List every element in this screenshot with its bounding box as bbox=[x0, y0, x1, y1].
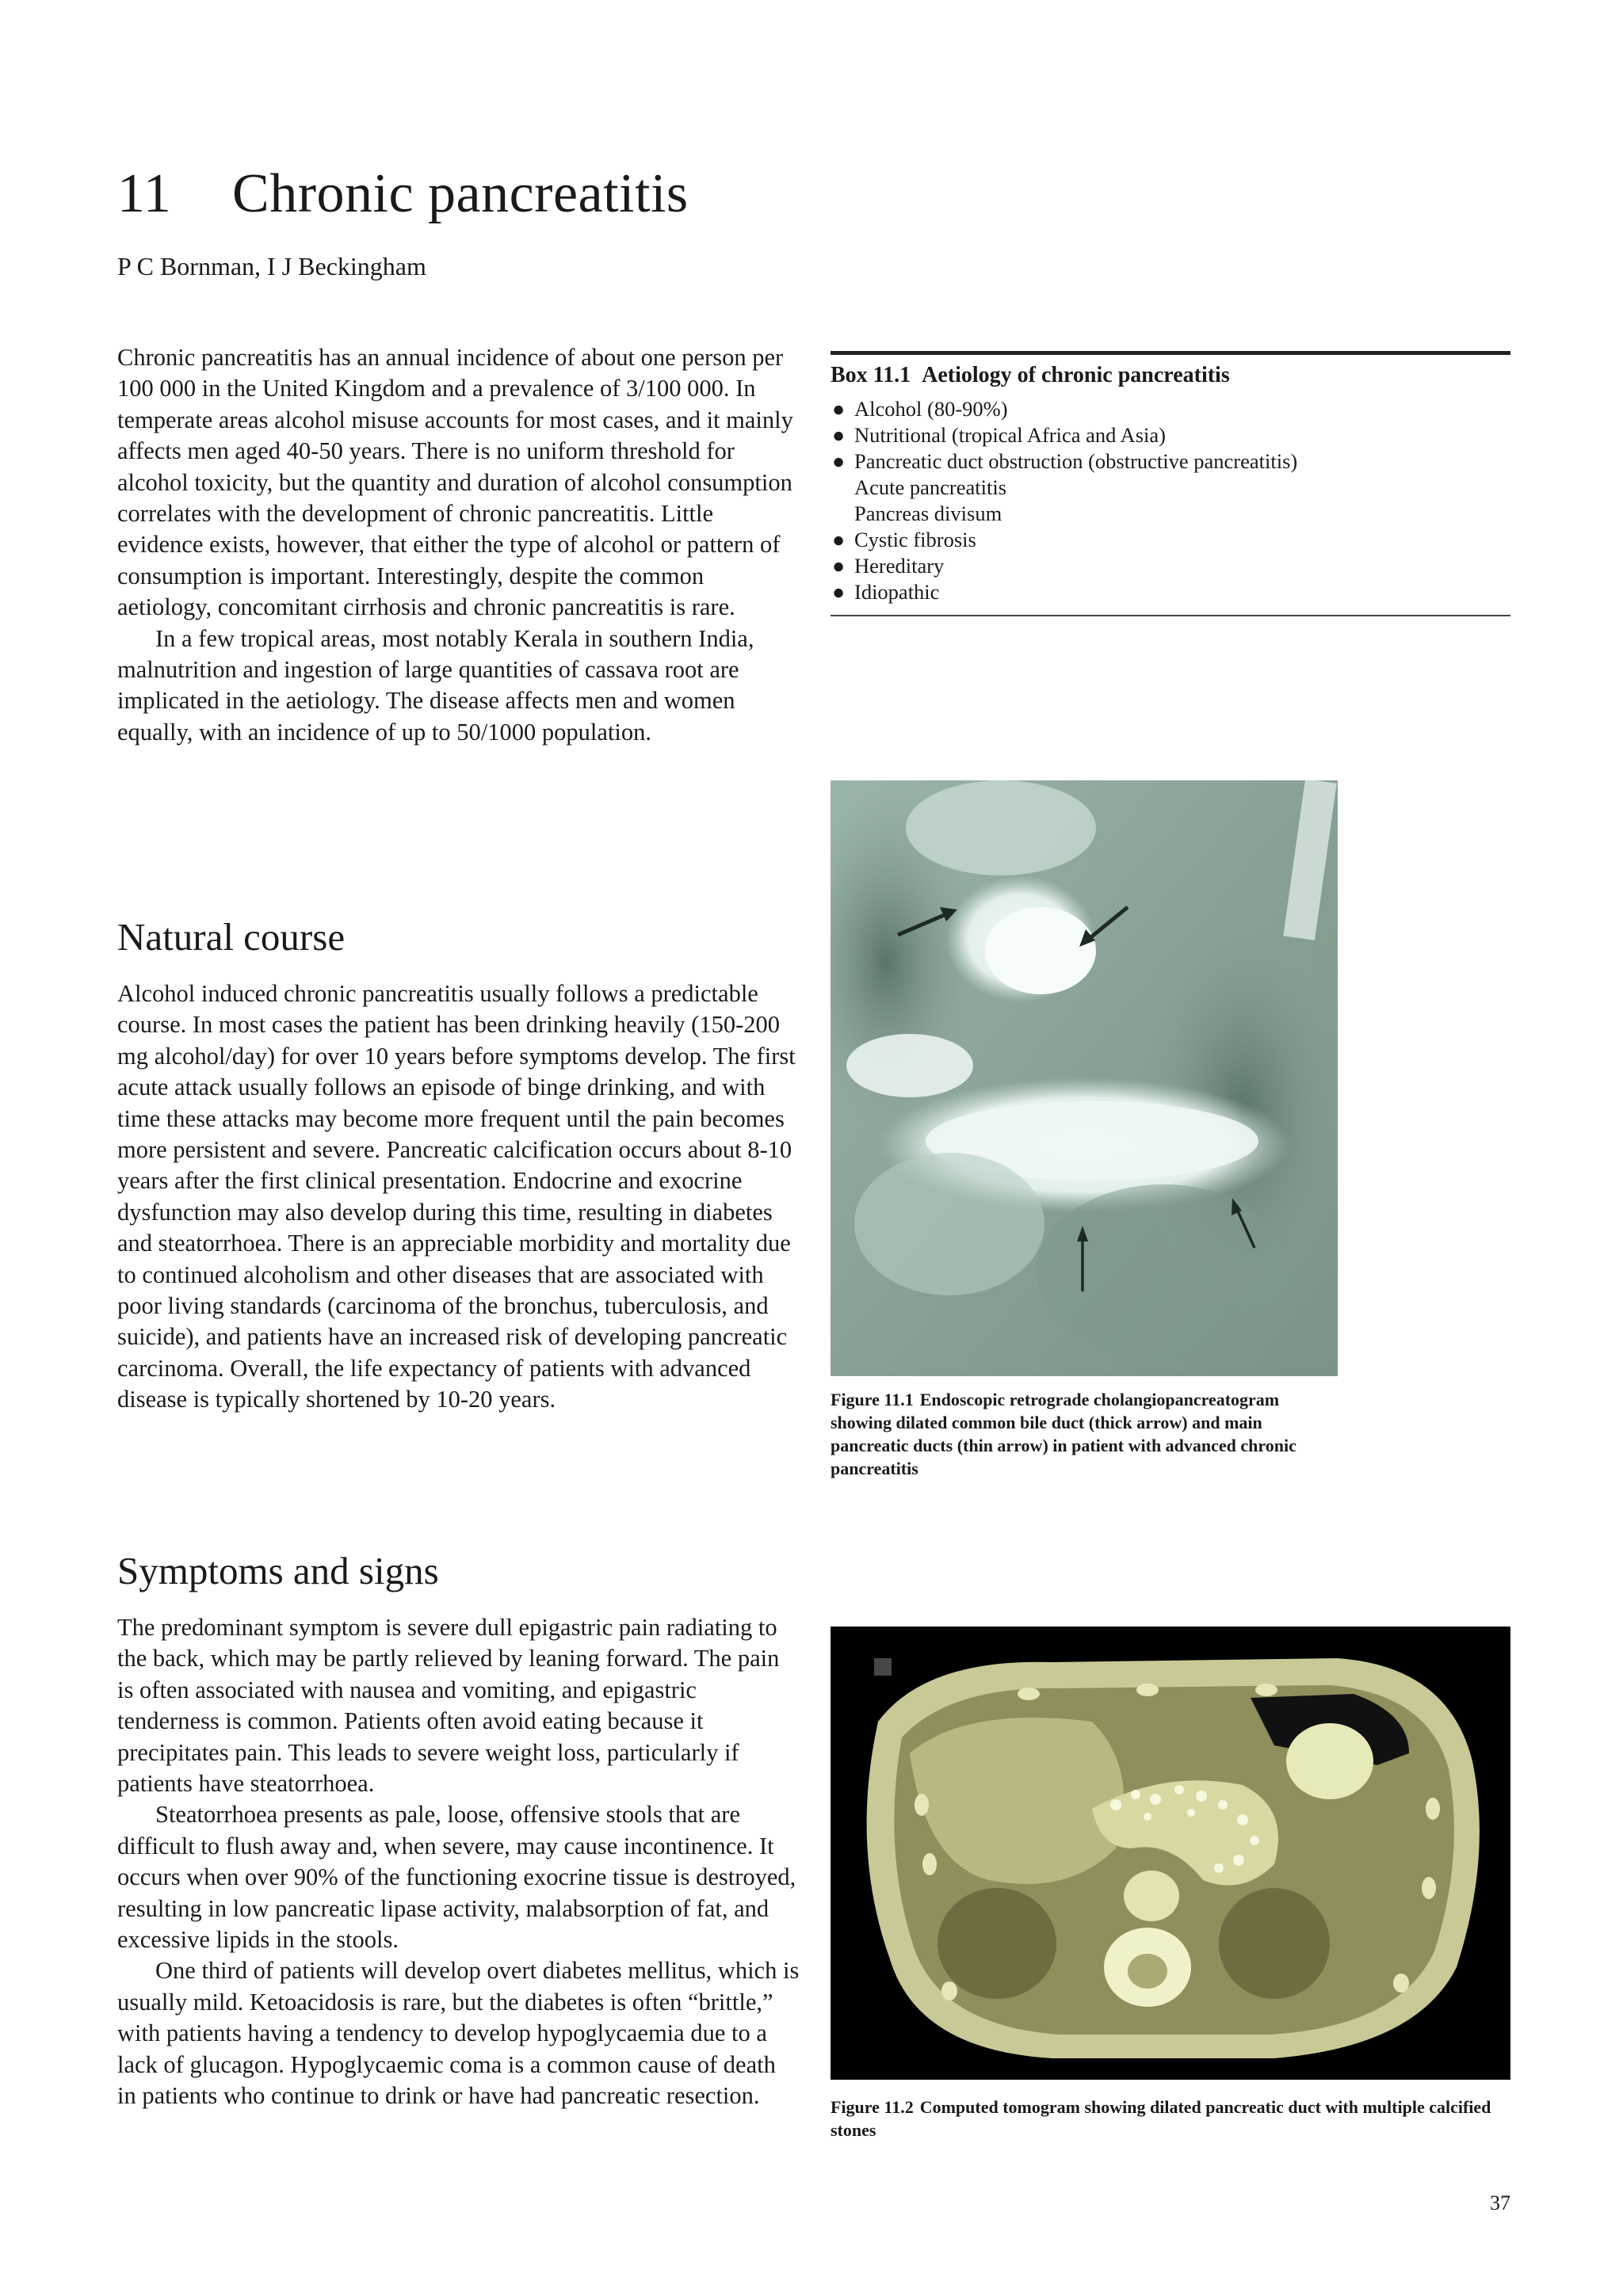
body-paragraph: Steatorrhoea presents as pale, loose, offensive stools that are difficult to flush away and, when severe, may cause incontinence. It occurs when over 90% of the functioning exocrine tissue is destroyed, resulting in low pancreatic lipase activity, malabsorption of fat, and excessive lipids in the stools. bbox=[117, 1801, 796, 1954]
section-heading-natural-course: Natural course bbox=[117, 915, 346, 959]
body-paragraph: The predominant symptom is severe dull epigastric pain radiating to the back, which may be partly relieved by leaning forward. The pain is often associated with nausea and vomiting, and epigastric tenderness is common. Patients often avoid eating because it precipitates pain. This leads to severe weight loss, particularly if patients have steatorrhoea. bbox=[117, 1614, 780, 1798]
figure-ct-image bbox=[831, 1627, 1510, 2080]
box-list-item bbox=[831, 527, 1510, 553]
figure-caption-text: Computed tomogram showing dilated pancreatic duct with multiple calcified stones bbox=[831, 2097, 1491, 2140]
box-list-item bbox=[831, 501, 1510, 527]
box-list-item-text: Pancreatic duct obstruction (obstructive pancreatitis) bbox=[854, 449, 1298, 473]
bullet-icon: ● bbox=[832, 397, 846, 421]
chapter-number: 11 bbox=[117, 163, 172, 224]
box-list-item bbox=[831, 475, 1510, 501]
box-title-text: Aetiology of chronic pancreatitis bbox=[922, 363, 1230, 387]
intro-paragraph: Chronic pancreatitis has an annual incidence of about one person per 100 000 in the United Kingdom and a prevalence of 3/100 000. In temperate areas alcohol misuse accounts for most cases, and it mainly affects men aged 40-50 years. There is no uniform threshold for alcohol toxicity, but the quantity and duration of alcohol consumption correlates with the development of chronic pancreatitis. Little evidence exists, however, that either the type of alcohol or pattern of consumption is important. Interestingly, despite the common aetiology, concomitant cirrhosis and chronic pancreatitis is rare. bbox=[117, 344, 793, 621]
figure-label: Figure 11.2 bbox=[831, 2097, 914, 2117]
box-list-item-text: Pancreas divisum bbox=[854, 502, 1002, 525]
box-list-item-text: Cystic fibrosis bbox=[854, 528, 976, 551]
box-list-item-text: Alcohol (80-90%) bbox=[854, 397, 1008, 421]
body-paragraph: One third of patients will develop overt diabetes mellitus, which is usually mild. Ketoacidosis is rare, but the diabetes is often “brittle,” with patients having a tendency to develop hypoglycaemia due to a lack of glucagon. Hypoglycaemic coma is a common cause of death in patients who continue to drink or have had pancreatic resection. bbox=[117, 1957, 800, 2110]
section-heading-symptoms: Symptoms and signs bbox=[117, 1549, 439, 1592]
box-title bbox=[831, 361, 1510, 390]
box-list-item bbox=[831, 553, 1510, 579]
box-list-item-text: Hereditary bbox=[854, 554, 945, 578]
aetiology-box bbox=[831, 351, 1510, 616]
page-number: 37 bbox=[1490, 2191, 1510, 2214]
chapter-title bbox=[117, 162, 689, 226]
bullet-icon: ● bbox=[832, 449, 846, 473]
box-list bbox=[831, 396, 1510, 605]
box-list-item bbox=[831, 448, 1510, 475]
bullet-icon: ● bbox=[832, 528, 846, 551]
figure-ercp-image bbox=[831, 780, 1338, 1376]
figure-ct-caption bbox=[831, 2096, 1510, 2142]
box-list-item-text: Idiopathic bbox=[854, 580, 940, 604]
bullet-icon: ● bbox=[832, 580, 846, 604]
natural-course-text bbox=[117, 978, 800, 1416]
bullet-icon: ● bbox=[832, 423, 846, 447]
box-list-item bbox=[831, 396, 1510, 422]
figure-ercp-caption bbox=[831, 1388, 1322, 1480]
box-list-item-text: Acute pancreatitis bbox=[854, 475, 1007, 499]
intro-text bbox=[117, 342, 800, 748]
figure-caption-text: Endoscopic retrograde cholangiopancreatogram showing dilated common bile duct (thick arrow) and main pancreatic ducts (thin arrow) in patient with advanced chronic pancreatitis bbox=[831, 1390, 1296, 1478]
body-paragraph: Alcohol induced chronic pancreatitis usually follows a predictable course. In most cases the patient has been drinking heavily (150-200 mg alcohol/day) for over 10 years before symptoms develop. The first acute attack usually follows an episode of binge drinking, and with time these attacks may become more frequent until the pain becomes more persistent and severe. Pancreatic calcification occurs about 8-10 years after the first clinical presentation. Endocrine and exocrine dysfunction may also develop during this time, resulting in diabetes and steatorrhoea. There is an appreciable morbidity and mortality due to continued alcoholism and other diseases that are associated with poor living standards (carcinoma of the bronchus, tuberculosis, and suicide), and patients have an increased risk of developing pancreatic carcinoma. Overall, the life expectancy of patients with advanced disease is typically shortened by 10-20 years. bbox=[117, 980, 796, 1413]
box-list-item bbox=[831, 422, 1510, 448]
bullet-icon: ● bbox=[832, 554, 846, 578]
box-list-item-text: Nutritional (tropical Africa and Asia) bbox=[854, 423, 1166, 447]
figure-label: Figure 11.1 bbox=[831, 1390, 914, 1409]
authors: P C Bornman, I J Beckingham bbox=[117, 252, 426, 280]
intro-paragraph: In a few tropical areas, most notably Kerala in southern India, malnutrition and ingestion of large quantities of cassava root are implicated in the aetiology. The disease affects men and women equally, with an incidence of up to 50/1000 population. bbox=[117, 624, 754, 746]
box-list-item bbox=[831, 579, 1510, 605]
box-label: Box 11.1 bbox=[831, 363, 911, 387]
symptoms-text bbox=[117, 1612, 800, 2112]
chapter-title-text: Chronic pancreatitis bbox=[232, 163, 689, 224]
